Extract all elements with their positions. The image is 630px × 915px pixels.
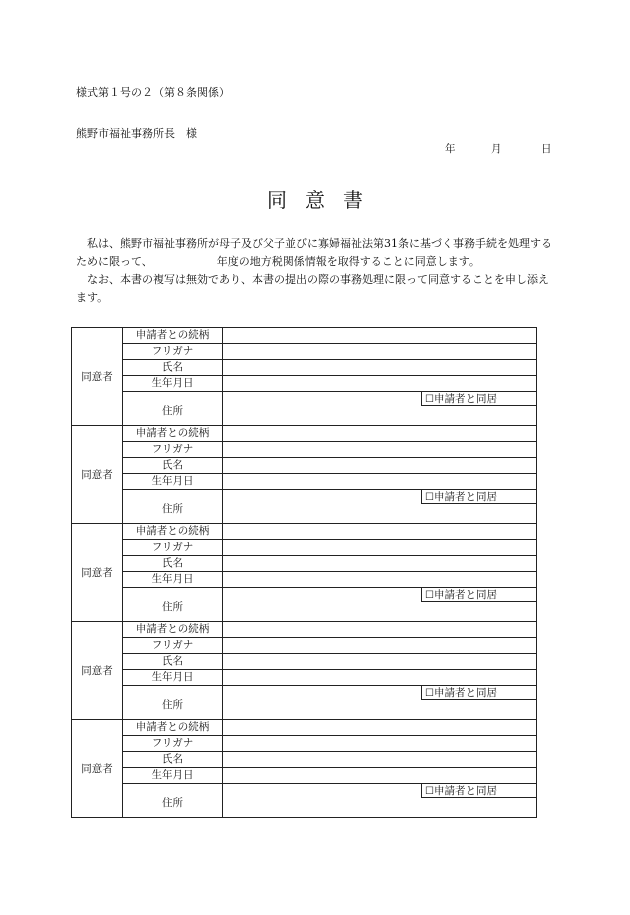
relation-row	[72, 720, 537, 736]
address-field[interactable]	[223, 490, 537, 524]
cohabit-label: 申請者と同居	[433, 491, 497, 503]
checkbox-icon[interactable]: ☐	[425, 786, 434, 797]
relation-row	[72, 328, 537, 344]
address-label: 住所	[123, 588, 223, 622]
consenter-group-label: 同意者	[72, 524, 123, 622]
name-row	[72, 654, 537, 670]
relation-row	[72, 426, 537, 442]
address-row	[72, 784, 537, 818]
address-label: 住所	[123, 784, 223, 818]
name-field[interactable]	[223, 458, 537, 474]
name-field[interactable]	[223, 654, 537, 670]
furigana-field[interactable]	[223, 442, 537, 458]
consent-text-part2: 年度の地方税関係情報を取得することに同意します。	[216, 255, 480, 268]
date-day-label: 日	[541, 143, 552, 155]
name-row	[72, 752, 537, 768]
cohabit-checkbox[interactable]	[421, 490, 536, 504]
relation-row	[72, 622, 537, 638]
name-field[interactable]	[223, 556, 537, 572]
furigana-field[interactable]	[223, 344, 537, 360]
birthdate-label: 生年月日	[123, 376, 223, 392]
relation-field[interactable]	[223, 622, 537, 638]
cohabit-label: 申請者と同居	[433, 785, 497, 797]
relation-field[interactable]	[223, 328, 537, 344]
consenter-group-label: 同意者	[72, 720, 123, 818]
name-row	[72, 360, 537, 376]
consent-text-part1: 私は、熊野市福祉事務所が母子及び父子並びに寡婦福祉法第31条に基づく事務手続を処理するために限って、	[76, 237, 552, 268]
address-row	[72, 588, 537, 622]
address-field[interactable]	[223, 392, 537, 426]
name-label: 氏名	[123, 654, 223, 670]
cohabit-checkbox[interactable]	[421, 588, 536, 602]
date-month-label: 月	[491, 143, 502, 155]
title-char: 意	[305, 188, 325, 212]
birthdate-field[interactable]	[223, 768, 537, 784]
address-label: 住所	[123, 490, 223, 524]
relation-field[interactable]	[223, 720, 537, 736]
birthdate-label: 生年月日	[123, 768, 223, 784]
name-label: 氏名	[123, 556, 223, 572]
relation-field[interactable]	[223, 426, 537, 442]
furigana-field[interactable]	[223, 638, 537, 654]
relation-label: 申請者との続柄	[123, 524, 223, 540]
furigana-field[interactable]	[223, 540, 537, 556]
cohabit-label: 申請者と同居	[433, 589, 497, 601]
consenter-group-label: 同意者	[72, 426, 123, 524]
name-field[interactable]	[223, 360, 537, 376]
address-row	[72, 392, 537, 426]
cohabit-checkbox[interactable]	[421, 392, 536, 406]
checkbox-icon[interactable]: ☐	[425, 492, 434, 503]
consenter-table	[71, 327, 537, 818]
furigana-row	[72, 638, 537, 654]
address-row	[72, 686, 537, 720]
cohabit-checkbox[interactable]	[421, 686, 536, 700]
furigana-row	[72, 442, 537, 458]
name-label: 氏名	[123, 360, 223, 376]
furigana-label: フリガナ	[123, 638, 223, 654]
checkbox-icon[interactable]: ☐	[425, 394, 434, 405]
cohabit-checkbox[interactable]	[421, 784, 536, 798]
consenter-group-label: 同意者	[72, 622, 123, 720]
relation-label: 申請者との続柄	[123, 720, 223, 736]
birthdate-row	[72, 572, 537, 588]
address-field[interactable]	[223, 588, 537, 622]
furigana-row	[72, 344, 537, 360]
relation-label: 申請者との続柄	[123, 328, 223, 344]
address-field[interactable]	[223, 686, 537, 720]
consent-paragraph	[76, 235, 556, 271]
address-label: 住所	[123, 686, 223, 720]
name-field[interactable]	[223, 752, 537, 768]
checkbox-icon[interactable]: ☐	[425, 688, 434, 699]
birthdate-field[interactable]	[223, 474, 537, 490]
note-text: なお、本書の複写は無効であり、本書の提出の際の事務処理に限って同意することを申し添えます。	[76, 273, 549, 304]
note-paragraph	[76, 271, 556, 307]
cohabit-label: 申請者と同居	[433, 687, 497, 699]
birthdate-field[interactable]	[223, 670, 537, 686]
title-char: 書	[343, 188, 363, 212]
relation-label: 申請者との続柄	[123, 622, 223, 638]
birthdate-row	[72, 768, 537, 784]
furigana-label: フリガナ	[123, 442, 223, 458]
name-label: 氏名	[123, 752, 223, 768]
address-field[interactable]	[223, 784, 537, 818]
birthdate-field[interactable]	[223, 572, 537, 588]
date-year-label: 年	[445, 143, 456, 155]
relation-field[interactable]	[223, 524, 537, 540]
address-row	[72, 490, 537, 524]
addressee: 熊野市福祉事務所長 様	[76, 127, 197, 140]
furigana-label: フリガナ	[123, 344, 223, 360]
furigana-row	[72, 540, 537, 556]
date-line	[445, 141, 552, 156]
birthdate-label: 生年月日	[123, 474, 223, 490]
address-label: 住所	[123, 392, 223, 426]
consenter-group-label: 同意者	[72, 328, 123, 426]
birthdate-label: 生年月日	[123, 670, 223, 686]
furigana-label: フリガナ	[123, 736, 223, 752]
birthdate-row	[72, 670, 537, 686]
name-row	[72, 556, 537, 572]
birthdate-row	[72, 376, 537, 392]
form-number: 様式第１号の２（第８条関係）	[76, 86, 230, 99]
relation-label: 申請者との続柄	[123, 426, 223, 442]
checkbox-icon[interactable]: ☐	[425, 590, 434, 601]
relation-row	[72, 524, 537, 540]
birthdate-field[interactable]	[223, 376, 537, 392]
document-title	[0, 184, 630, 213]
cohabit-label: 申請者と同居	[433, 393, 497, 405]
furigana-row	[72, 736, 537, 752]
furigana-label: フリガナ	[123, 540, 223, 556]
name-row	[72, 458, 537, 474]
title-char: 同	[267, 188, 287, 212]
furigana-field[interactable]	[223, 736, 537, 752]
birthdate-row	[72, 474, 537, 490]
birthdate-label: 生年月日	[123, 572, 223, 588]
name-label: 氏名	[123, 458, 223, 474]
